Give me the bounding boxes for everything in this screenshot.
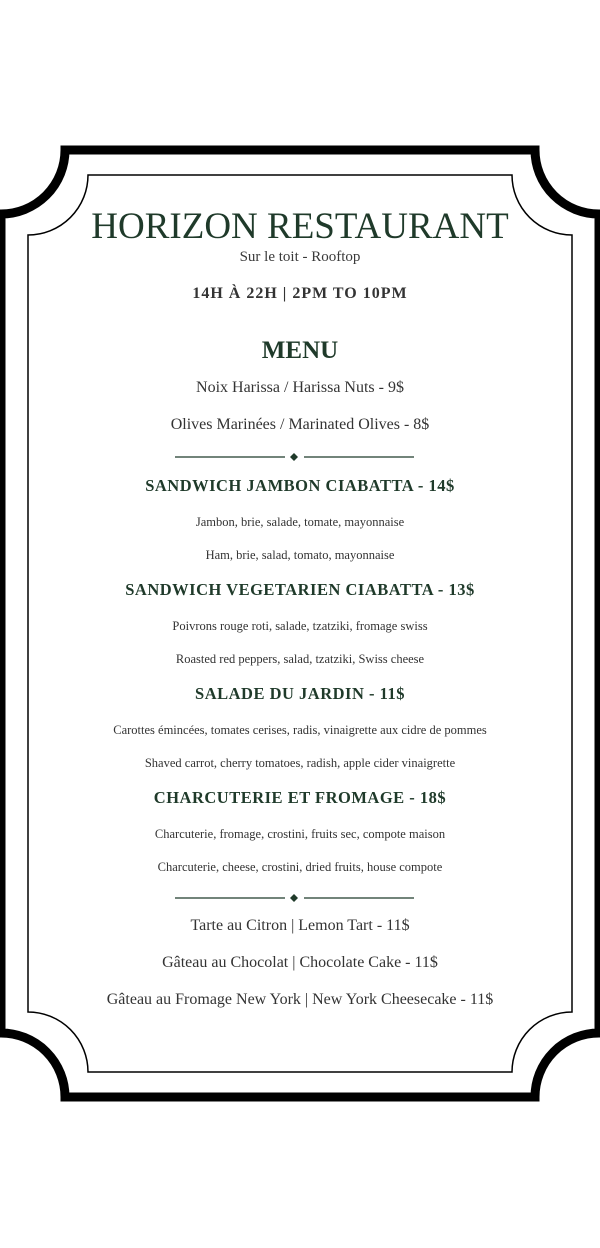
dish-name: SANDWICH VEGETARIEN CIABATTA - 13$: [125, 580, 475, 599]
dish-description-fr: Jambon, brie, salade, tomate, mayonnaise: [195, 515, 405, 529]
ornament-divider: [0, 893, 600, 903]
menu-heading: MENU: [261, 337, 339, 364]
dish-name: SALADE DU JARDIN - 11$: [195, 684, 405, 703]
dish-description-en: Shaved carrot, cherry tomatoes, radish, apple cider vinaigrette: [144, 756, 456, 770]
restaurant-title: HORIZON RESTAURANT: [91, 206, 509, 247]
dish-description-fr: Charcuterie, fromage, crostini, fruits sec, compote maison: [154, 827, 446, 841]
dish-description-en: Charcuterie, cheese, crostini, dried fruits, house compote: [157, 860, 443, 874]
starter-item: Olives Marinées / Marinated Olives - 8$: [170, 416, 430, 433]
ornament-divider: [0, 452, 600, 462]
dessert-item: Gâteau au Chocolat | Chocolate Cake - 11$: [162, 954, 438, 971]
dish-description-fr: Poivrons rouge roti, salade, tzatziki, fromage swiss: [172, 619, 428, 633]
dish-description-en: Roasted red peppers, salad, tzatziki, Swiss cheese: [175, 652, 425, 666]
dish-name: CHARCUTERIE ET FROMAGE - 18$: [153, 788, 447, 807]
opening-hours: 14H À 22H | 2PM TO 10PM: [192, 285, 408, 302]
dish-description-fr: Carottes émincées, tomates cerises, radis, vinaigrette aux cidre de pommes: [113, 723, 487, 737]
starter-item: Noix Harissa / Harissa Nuts - 9$: [196, 379, 404, 396]
dish-description-en: Ham, brie, salad, tomato, mayonnaise: [205, 548, 395, 562]
restaurant-subtitle: Sur le toit - Rooftop: [239, 249, 361, 265]
dish-name: SANDWICH JAMBON CIABATTA - 14$: [145, 476, 455, 495]
dessert-item: Gâteau au Fromage New York | New York Cheesecake - 11$: [106, 991, 494, 1008]
dessert-item: Tarte au Citron | Lemon Tart - 11$: [190, 917, 410, 934]
